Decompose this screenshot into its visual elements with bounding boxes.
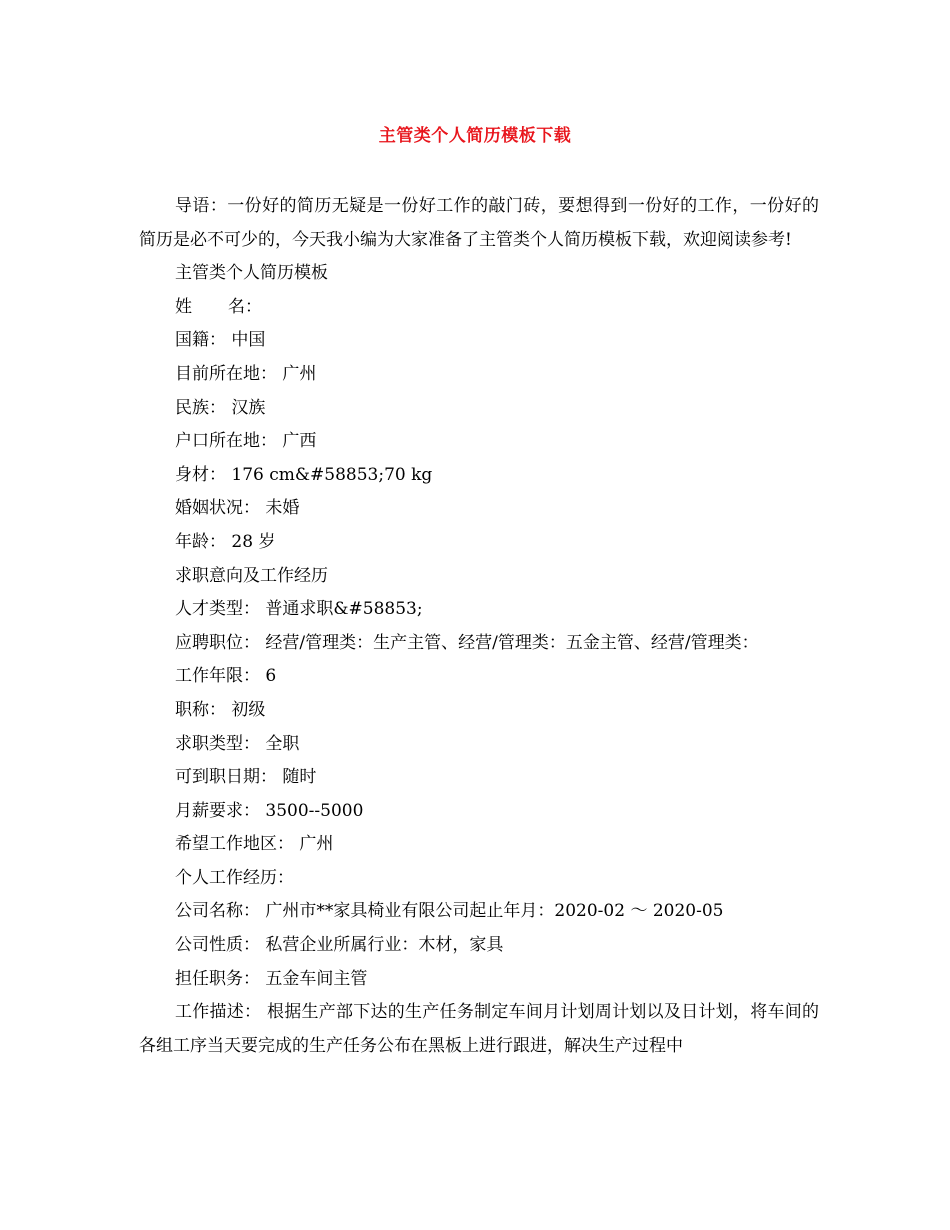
field-label: 工作描述： [175,1002,262,1023]
field-label: 目前所在地： [175,363,277,384]
field-value: 初级 [231,699,266,720]
document-title: 主管类个人简历模板下载 [378,126,572,146]
field-available [139,761,819,795]
section-heading-template: 主管类个人简历模板 [175,263,328,284]
field-value: 广西 [282,431,317,452]
field-name-label-b: 名： [228,296,262,317]
field-label: 公司名称： [175,901,260,922]
field-name [139,291,819,325]
field-label: 年龄： [175,531,226,552]
field-label: 户口所在地： [175,431,277,452]
field-value: 普通求职&#58853; [265,599,423,620]
field-label: 国籍： [175,330,226,351]
field-label: 人才类型： [175,599,260,620]
field-position [139,627,819,661]
field-role [139,963,819,997]
field-name-label-a: 姓 [175,296,192,317]
field-label: 公司性质： [175,935,260,956]
field-job-type [139,728,819,762]
field-label: 职称： [175,699,226,720]
field-description [139,996,819,1063]
field-value: 五金车间主管 [265,968,368,989]
field-value: 广州 [282,363,317,384]
field-value: 广州市**家具椅业有限公司起止年月：2020-02 ～ 2020-05 [265,901,724,922]
field-nationality [139,324,819,358]
document-body [139,190,819,1063]
field-body [139,459,819,493]
field-label: 求职类型： [175,733,260,754]
field-value: 6 [265,666,277,687]
section-heading-experience: 个人工作经历： [175,867,294,888]
field-label: 民族： [175,397,226,418]
field-value: 176 cm&#58853;70 kg [231,464,433,485]
field-value: 根据生产部下达的生产任务制定车间月计划周计划以及日计划，将车间的各组工序当天要完成的生产任务公布在黑板上进行跟进，解决生产过程中 [139,1002,820,1056]
field-value: 经营/管理类：生产主管、经营/管理类：五金主管、经营/管理类： [265,632,759,653]
field-label: 身材： [175,464,226,485]
field-salary [139,795,819,829]
field-label: 可到职日期： [175,767,277,788]
field-current-location [139,358,819,392]
field-region [139,828,819,862]
field-years [139,660,819,694]
field-value: 随时 [282,767,317,788]
field-value: 汉族 [231,397,266,418]
section-heading-intent: 求职意向及工作经历 [175,565,328,586]
field-company [139,895,819,929]
field-label: 月薪要求： [175,800,260,821]
field-value: 全职 [265,733,300,754]
field-title-rank [139,694,819,728]
field-value: 未婚 [265,498,300,519]
field-value: 广州 [299,834,334,855]
field-value: 28 岁 [231,531,276,552]
field-label: 应聘职位： [175,632,260,653]
field-company-nature [139,929,819,963]
field-label: 婚姻状况： [175,498,260,519]
field-talent-type [139,593,819,627]
field-ethnicity [139,392,819,426]
field-marital [139,492,819,526]
field-label: 希望工作地区： [175,834,294,855]
field-label: 担任职务： [175,968,260,989]
field-hukou [139,425,819,459]
field-value: 3500--5000 [265,800,364,821]
field-value: 私营企业所属行业：木材，家具 [265,935,504,956]
intro-paragraph: 导语：一份好的简历无疑是一份好工作的敲门砖，要想得到一份好的工作，一份好的简历是必不可少的，今天我小编为大家准备了主管类个人简历模板下载，欢迎阅读参考! [139,196,819,250]
field-value: 中国 [231,330,266,351]
field-label: 工作年限： [175,666,260,687]
field-age [139,526,819,560]
